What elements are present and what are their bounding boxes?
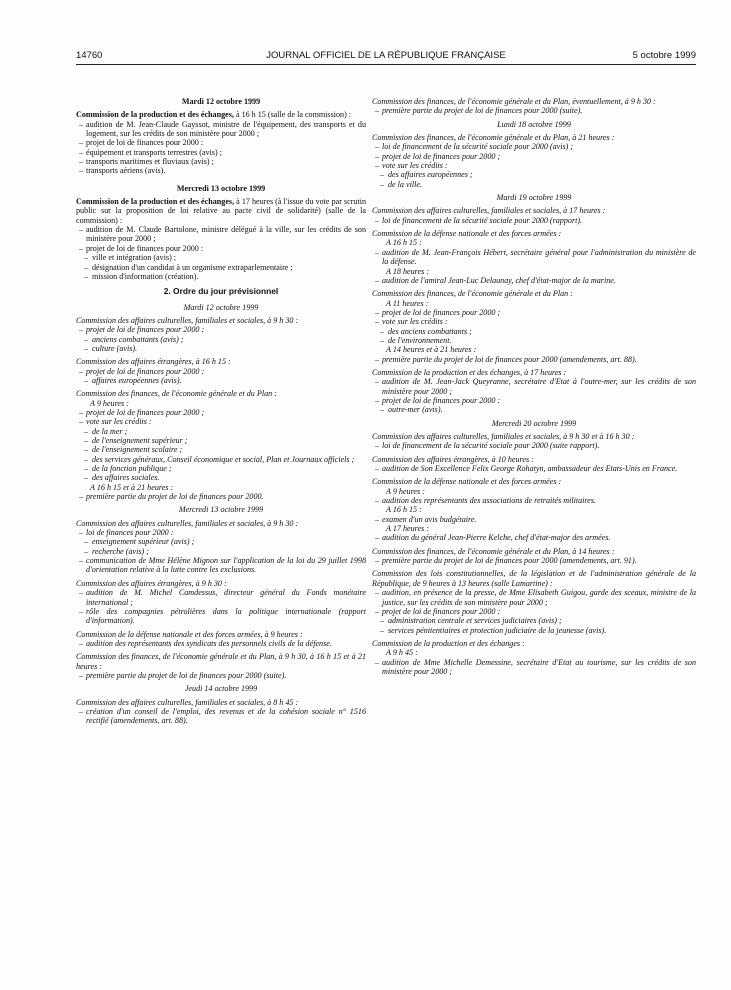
- meeting-intro: Commission des finances, de l'économie générale et du Plan :: [372, 289, 573, 299]
- meeting-block: [76, 110, 366, 175]
- time-label: A 9 heures :: [386, 486, 425, 496]
- agenda-list: [372, 216, 696, 225]
- list-item: – des affaires sociales.: [76, 473, 366, 482]
- list-item: – audition des représentants des associations de retraités militaires.: [372, 496, 696, 505]
- meeting-block: [372, 206, 696, 225]
- list-item: – audition de l'amiral Jean-Luc Delaunay, chef d'état-major de la marine.: [372, 276, 696, 285]
- list-item: – mission d'information (création).: [76, 272, 366, 281]
- agenda-list: [372, 238, 696, 285]
- list-item: – première partie du projet de loi de finances pour 2000 (suite).: [76, 671, 366, 680]
- agenda-list: [372, 464, 696, 473]
- meeting-intro: Commission des finances, de l'économie générale et du Plan, à 9 h 30, à 16 h 15 et à 21 heures :: [76, 652, 366, 671]
- meeting-block: [372, 569, 696, 634]
- list-item: – loi de finances pour 2000 :: [76, 528, 366, 537]
- list-item: – loi de financement de la sécurité sociale pour 2000 (rapport).: [372, 216, 696, 225]
- left-column: [76, 97, 366, 730]
- list-item: – équipement et transports terrestres (avis) ;: [76, 148, 366, 157]
- meeting-intro: Commission des affaires culturelles, familiales et sociales, à 17 heures :: [372, 206, 606, 216]
- meeting-block: [76, 698, 366, 726]
- time-label: A 11 heures :: [386, 298, 429, 308]
- agenda-list: [76, 671, 366, 680]
- agenda-list: [372, 556, 696, 565]
- agenda-list: [372, 648, 696, 676]
- list-item: – anciens combattants (avis) ;: [76, 335, 366, 344]
- list-item: – audition de M. Michel Camdessus, directeur général du Fonds monétaire international ;: [76, 588, 366, 607]
- date-heading: Mercredi 20 octobre 1999: [491, 418, 577, 428]
- meeting-intro: Commission de la production et des échanges, à 17 heures (à l'issue du vote par scrutin public sur la proposition de loi relative au pacte civil de solidarité) (salle de la commission) :: [76, 197, 366, 225]
- list-item: – audition du général Jean-Pierre Kelche, chef d'état-major des armées.: [372, 533, 696, 542]
- agenda-list: [76, 367, 366, 386]
- meeting-block: [372, 477, 696, 542]
- meeting-intro: Commission des finances, de l'économie générale et du Plan :: [76, 389, 277, 399]
- list-item: – audition de M. Jean-Claude Gayssot, ministre de l'équipement, des transports et du logement, sur les crédits de son ministère pour 2000 ;: [76, 120, 366, 139]
- meeting-block: [372, 289, 696, 364]
- date-heading: Mercredi 13 octobre 1999: [178, 505, 264, 515]
- list-item: – projet de loi de finances pour 2000 ;: [372, 152, 696, 161]
- list-item: – projet de loi de finances pour 2000 :: [76, 244, 366, 253]
- agenda-list: [76, 528, 366, 575]
- list-item: – loi de financement de la sécurité sociale pour 2000 (avis) ;: [372, 142, 696, 151]
- list-item: – audition de M. Jean-François Hébert, secrétaire général pour l'administration du ministère de la défense.: [372, 248, 696, 267]
- list-item: – vote sur les crédits :: [76, 417, 366, 426]
- list-item: – projet de loi de finances pour 2000 :: [372, 396, 696, 405]
- list-item: – première partie du projet de loi de finances pour 2000.: [76, 492, 366, 501]
- meeting-block: [372, 455, 696, 474]
- agenda-list: [372, 487, 696, 543]
- agenda-list: [372, 106, 696, 115]
- meeting-block: [76, 197, 366, 281]
- meeting-intro: Commission de la défense nationale et des forces armées :: [372, 229, 562, 239]
- time-label: A 18 heures :: [386, 266, 429, 276]
- list-item: – audition de Son Excellence Felix George Rohatyn, ambassadeur des Etats-Unis en France.: [372, 464, 696, 473]
- list-item: – loi de financement de la sécurité sociale pour 2000 (suite rapport).: [372, 441, 696, 450]
- list-item: – examen d'un avis budgétaire.: [372, 515, 696, 524]
- meeting-intro: Commission des finances, de l'économie générale et du Plan, à 14 heures :: [372, 546, 615, 556]
- time-label: A 16 h 15 :: [386, 238, 422, 248]
- meeting-block: [372, 432, 696, 451]
- journal-title: JOURNAL OFFICIEL DE LA RÉPUBLIQUE FRANÇAISE: [266, 50, 506, 61]
- agenda-list: [76, 707, 366, 726]
- agenda-list: [76, 399, 366, 502]
- agenda-list: [372, 441, 696, 450]
- list-item: – transports maritimes et fluviaux (avis) ;: [76, 157, 366, 166]
- list-item: – vote sur les crédits :: [372, 161, 696, 170]
- meeting-intro: Commission des affaires culturelles, familiales et sociales, à 8 h 45 :: [76, 697, 299, 707]
- list-item: – rôle des compagnies pétrolières dans la politique internationale (rapport d'information).: [76, 607, 366, 626]
- issue-date: 5 octobre 1999: [632, 50, 696, 61]
- meeting-intro: Commission des lois constitutionnelles, de la législation et de l'administration générale de la République, de 9 heures à 13 heures (salle Lamartine) :: [372, 569, 696, 588]
- page-number: 14760: [76, 50, 103, 61]
- list-item: – de l'enseignement supérieur ;: [76, 436, 366, 445]
- meeting-block: [372, 133, 696, 189]
- time-label: A 16 h 15 et à 21 heures :: [90, 482, 174, 492]
- date-heading: Jeudi 14 octobre 1999: [184, 684, 258, 694]
- meeting-block: [372, 639, 696, 676]
- meeting-block: [76, 630, 366, 649]
- meeting-block: [76, 579, 366, 626]
- agenda-list: [76, 225, 366, 281]
- agenda-list: [372, 299, 696, 364]
- time-label: A 16 h 15 :: [386, 505, 422, 515]
- agenda-list: [76, 120, 366, 176]
- list-item: – communication de Mme Hélène Mignon sur l'application de la loi du 29 juillet 1998 d'orientation relative à la lutte contre les exclusions.: [76, 556, 366, 575]
- list-item: – outre-mer (avis).: [372, 405, 696, 414]
- list-item: – désignation d'un candidat à un organisme extraparlementaire ;: [76, 263, 366, 272]
- list-item: – vote sur les crédits :: [372, 317, 696, 326]
- meeting-intro: Commission des affaires culturelles, familiales et sociales, à 9 h 30 et à 16 h 30 :: [372, 432, 635, 441]
- meeting-intro: Commission de la production et des échanges :: [372, 638, 525, 648]
- time-label: A 14 heures et à 21 heures :: [386, 345, 477, 355]
- agenda-list: [76, 325, 366, 353]
- list-item: – audition de M. Jean-Jack Queyranne, secrétaire d'Etat à l'outre-mer, sur les crédits de son ministère pour 2000 ;: [372, 377, 696, 396]
- list-item: – audition de Mme Michelle Demessine, secrétaire d'Etat au tourisme, sur les crédits de son ministère pour 2000 ;: [372, 658, 696, 677]
- agenda-list: [372, 588, 696, 635]
- meeting-block: [372, 97, 696, 116]
- agenda-list: [372, 142, 696, 189]
- list-item: – recherche (avis) ;: [76, 547, 366, 556]
- meeting-block: [372, 229, 696, 285]
- list-item: – de la ville.: [372, 180, 696, 189]
- list-item: – services pénitentiaires et protection judiciaire de la jeunesse (avis).: [372, 626, 696, 635]
- meeting-block: [76, 357, 366, 385]
- date-heading: Mardi 12 octobre 1999: [181, 97, 261, 106]
- list-item: – ville et intégration (avis) ;: [76, 253, 366, 262]
- meeting-intro: Commission de la production et des échanges, à 16 h 15 (salle de la commission) :: [76, 110, 352, 120]
- list-item: – des services généraux, Conseil économique et social, Plan et Journaux officiels ;: [76, 455, 366, 464]
- meeting-block: [76, 652, 366, 680]
- list-item: – affaires européennes (avis).: [76, 376, 366, 385]
- list-item: – transports aériens (avis).: [76, 166, 366, 175]
- meeting-intro: Commission des affaires étrangères, à 10 heures :: [372, 454, 534, 464]
- list-item: – administration centrale et services judiciaires (avis) ;: [372, 616, 696, 625]
- agenda-list: [372, 377, 696, 414]
- list-item: – audition de M. Claude Bartolone, ministre délégué à la ville, sur les crédits de son ministère pour 2000 ;: [76, 225, 366, 244]
- list-item: – enseignement supérieur (avis) ;: [76, 537, 366, 546]
- meeting-block: [76, 389, 366, 501]
- time-label: A 9 heures :: [90, 398, 129, 408]
- meeting-intro: Commission des affaires culturelles, familiales et sociales, à 9 h 30 :: [76, 315, 299, 325]
- list-item: – audition des représentants des syndicats des personnels civils de la défense.: [76, 639, 366, 648]
- meeting-block: [76, 316, 366, 353]
- time-label: A 9 h 45 :: [386, 648, 418, 658]
- list-item: – projet de loi de finances pour 2000 ;: [76, 408, 366, 417]
- list-item: – de l'enseignement scolaire ;: [76, 445, 366, 454]
- list-item: – projet de loi de finances pour 2000 :: [76, 325, 366, 334]
- meeting-intro: Commission des affaires étrangères, à 9 h 30 :: [76, 578, 227, 588]
- list-item: – projet de loi de finances pour 2000 :: [372, 607, 696, 616]
- list-item: – projet de loi de finances pour 2000 :: [76, 138, 366, 147]
- meeting-intro: Commission des affaires culturelles, familiales et sociales, à 9 h 30 :: [76, 518, 299, 528]
- list-item: – audition, en présence de la presse, de Mme Elisabeth Guigou, garde des sceaux, ministre de la justice, sur les crédits de son ministère pour 2000 ;: [372, 588, 696, 607]
- list-item: – première partie du projet de loi de finances pour 2000 (amendements, art. 88).: [372, 355, 696, 364]
- section-heading: 2. Ordre du jour prévisionnel: [163, 286, 279, 297]
- date-heading: Mercredi 13 octobre 1999: [176, 183, 266, 193]
- list-item: – projet de loi de finances pour 2000 :: [76, 367, 366, 376]
- header-rule: [76, 64, 696, 65]
- date-heading: Mardi 12 octobre 1999: [183, 302, 259, 312]
- meeting-block: [76, 519, 366, 575]
- meeting-block: [372, 547, 696, 566]
- list-item: – création d'un conseil de l'emploi, des revenus et de la cohésion sociale n° 1516 rectifié (amendements, art. 88).: [76, 707, 366, 726]
- list-item: – de l'environnement.: [372, 336, 696, 345]
- date-heading: Lundi 18 octobre 1999: [497, 119, 571, 129]
- list-item: – projet de loi de finances pour 2000 ;: [372, 308, 696, 317]
- list-item: – de la mer ;: [76, 427, 366, 436]
- agenda-list: [76, 639, 366, 648]
- meeting-intro: Commission des finances, de l'économie générale et du Plan, éventuellement, à 9 h 30 :: [372, 97, 656, 106]
- meeting-intro: Commission de la production et des échanges, à 17 heures :: [372, 367, 567, 377]
- time-label: A 17 heures :: [386, 524, 429, 534]
- page-header: [76, 50, 696, 64]
- agenda-list: [76, 588, 366, 625]
- meeting-intro: Commission des affaires étrangères, à 16 h 15 :: [76, 357, 231, 367]
- list-item: – des anciens combattants ;: [372, 327, 696, 336]
- list-item: – de la fonction publique ;: [76, 464, 366, 473]
- list-item: – culture (avis).: [76, 344, 366, 353]
- meeting-intro: Commission de la défense nationale et des forces armées, à 9 heures :: [76, 629, 303, 639]
- list-item: – des affaires européennes ;: [372, 170, 696, 179]
- meeting-intro: Commission de la défense nationale et des forces armées :: [372, 477, 562, 487]
- right-column: [372, 97, 696, 680]
- list-item: – première partie du projet de loi de finances pour 2000 (suite).: [372, 106, 696, 115]
- meeting-intro: Commission des finances, de l'économie générale et du Plan, à 21 heures :: [372, 133, 615, 143]
- date-heading: Mardi 19 octobre 1999: [496, 193, 572, 203]
- meeting-block: [372, 368, 696, 415]
- list-item: – première partie du projet de loi de finances pour 2000 (amendements, art. 91).: [372, 556, 696, 565]
